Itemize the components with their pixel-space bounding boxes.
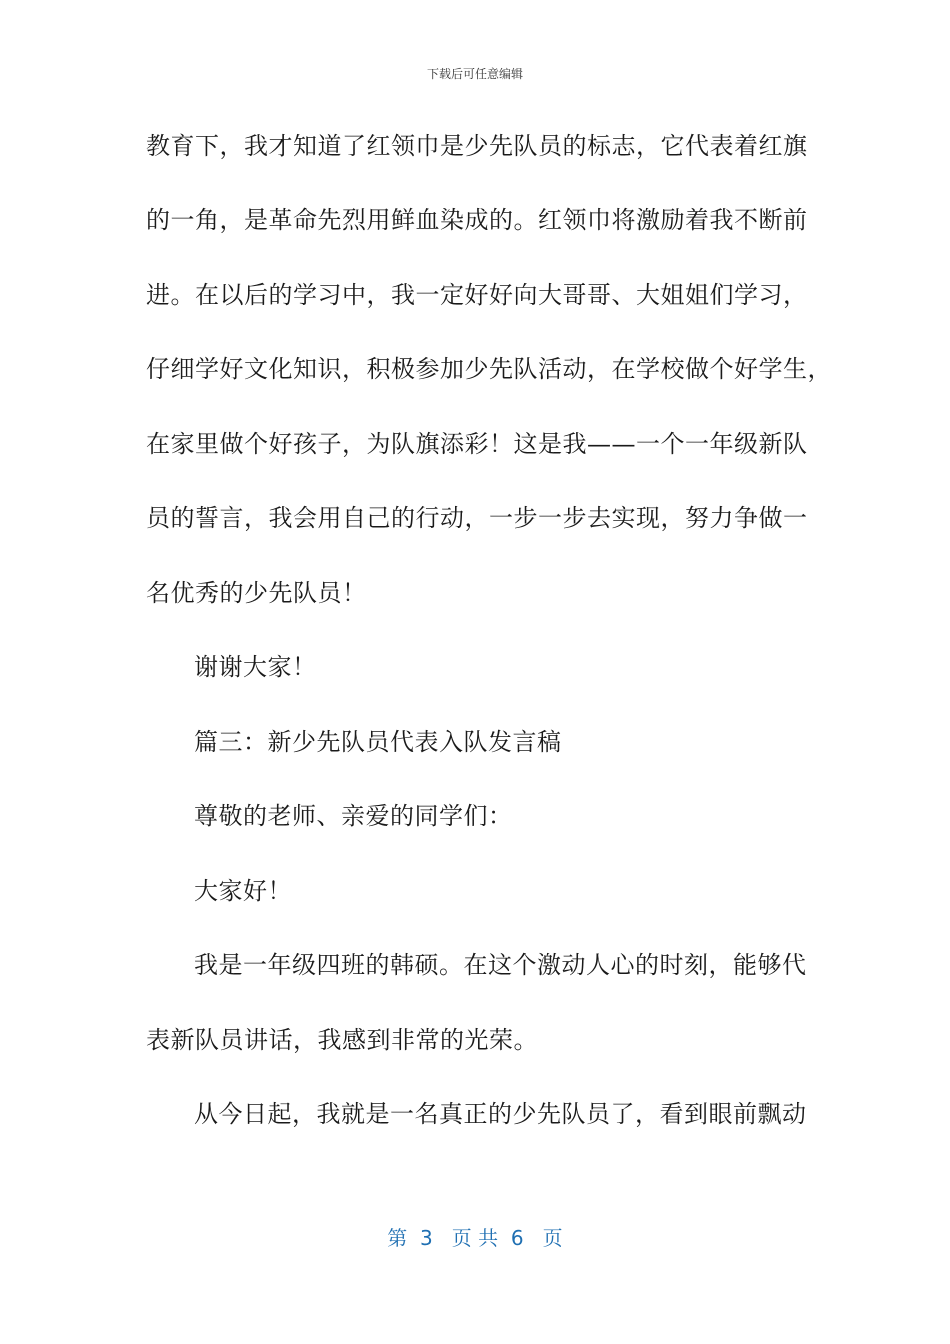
body-line-13: 表新队员讲话，我感到非常的光荣。 — [146, 1026, 538, 1054]
body-line-5: 在家里做个好孩子，为队旗添彩！这是我——一个一年级新队 — [146, 430, 808, 458]
body-line-14: 从今日起，我就是一名真正的少先队员了，看到眼前飘动 — [194, 1100, 807, 1128]
body-line-2: 的一角，是革命先烈用鲜血染成的。红领巾将激励着我不断前 — [146, 206, 808, 234]
body-line-12: 我是一年级四班的韩硕。在这个激动人心的时刻，能够代 — [194, 951, 807, 979]
section-title: 篇三：新少先队员代表入队发言稿 — [194, 728, 562, 756]
greeting: 大家好！ — [194, 877, 292, 905]
paragraph-thanks: 谢谢大家！ — [194, 653, 317, 681]
body-line-7: 名优秀的少先队员！ — [146, 579, 367, 607]
page-number-footer: 第 3 页 共 6 页 — [387, 1226, 563, 1250]
body-line-3: 进。在以后的学习中，我一定好好向大哥哥、大姐姐们学习， — [146, 281, 808, 309]
body-line-1: 教育下，我才知道了红领巾是少先队员的标志，它代表着红旗 — [146, 132, 808, 160]
page-header: 下载后可任意编辑 — [426, 67, 523, 81]
body-line-4: 仔细学好文化知识，积极参加少先队活动，在学校做个好学生， — [146, 355, 832, 383]
salutation: 尊敬的老师、亲爱的同学们： — [194, 802, 513, 830]
body-line-6: 员的誓言，我会用自己的行动，一步一步去实现，努力争做一 — [146, 504, 808, 532]
